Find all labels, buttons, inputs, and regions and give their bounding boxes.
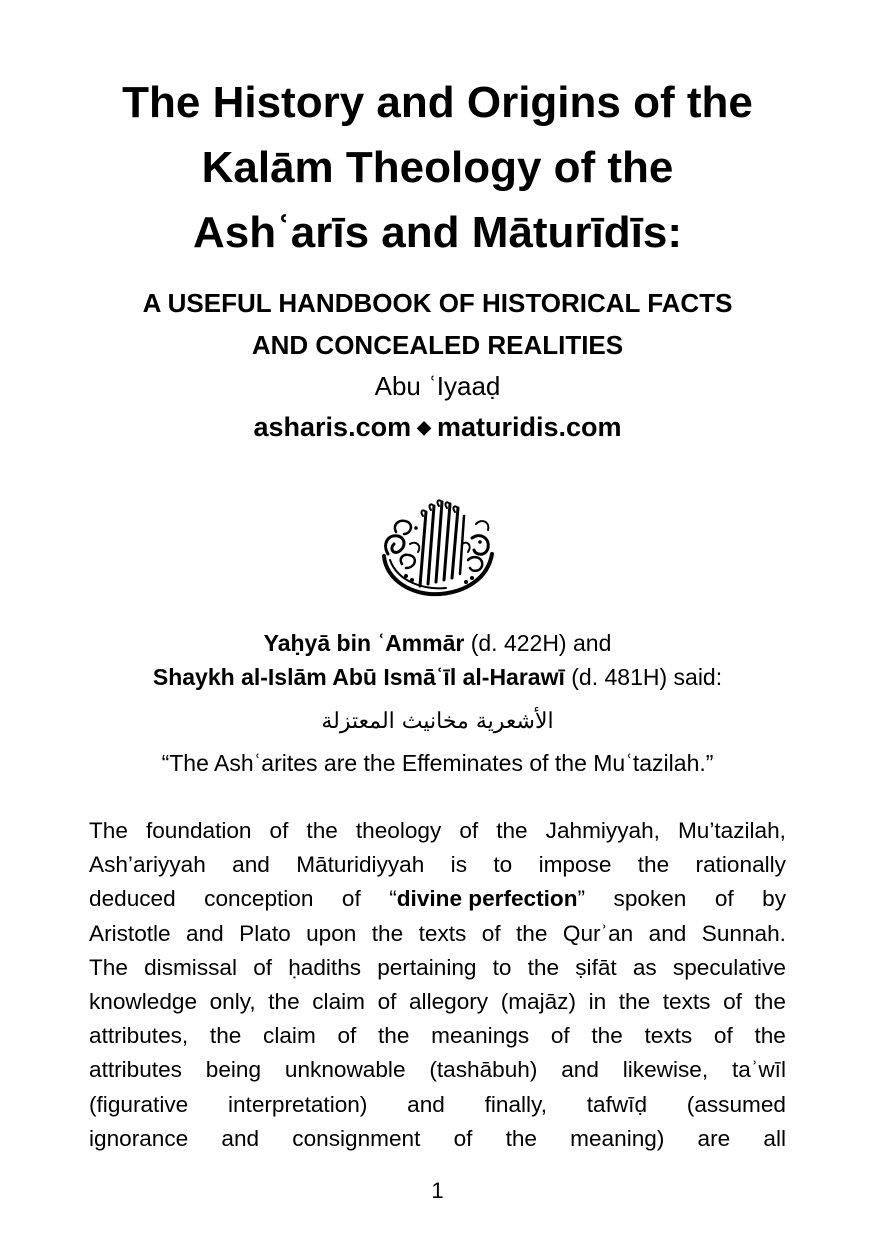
body-word: meanings [431,1023,530,1049]
body-word: and [407,1091,445,1117]
body-line [89,1122,786,1156]
body-line [89,951,786,985]
body-line [89,1053,786,1087]
body-word: attributes [89,1057,182,1083]
body-word: to [492,954,512,980]
body-word: the [209,1023,242,1049]
body-word: conception [204,886,314,912]
body-word: the [378,1023,410,1049]
body-word: the [496,818,528,843]
body-word: (assumed [686,1091,786,1117]
attribution [40,626,835,694]
body-word: ignorance [89,1125,189,1151]
body-word: upon [306,920,357,946]
body-word: tafwīḍ [586,1091,648,1117]
body-line [89,882,786,916]
body-word: and [648,920,687,946]
book-title-line-2: Kalām Theology of the [201,143,674,192]
author-name: Abu ʿIyaaḍ [374,371,501,401]
quote-translation: “The Ashʿarites are the Effeminates of the Muʿtazilah.” [161,750,714,776]
attribution-line-2 [40,660,835,694]
body-word: The [89,818,128,843]
body-word: dismissal [144,954,238,980]
body-word: texts [644,1023,693,1049]
body-word: the [591,1023,623,1049]
body-word: the [505,1125,537,1151]
body-word: of [723,988,742,1014]
body-word: interpretation) [227,1091,368,1117]
body-word: the [618,988,651,1014]
body-word: (majāz) [500,988,577,1014]
body-word: and [186,920,224,946]
body-word: to [493,852,513,878]
body-word: consignment [292,1125,421,1151]
body-line [89,814,786,848]
website-link-asharis[interactable]: asharis.com [253,412,412,442]
body-line [89,848,786,882]
body-word: The [89,954,128,980]
body-line [89,985,786,1019]
scholar-death-date-2: (d. 481H) said: [564,664,723,690]
body-word: knowledge [89,988,198,1014]
body-word: taʾwīl [732,1057,786,1083]
book-title-line-1: The History and Origins of the [122,78,753,127]
body-line [89,1088,786,1122]
body-word: (tashābuh) [429,1057,538,1083]
body-word: the [637,852,670,878]
body-word: all [763,1125,786,1151]
scholar-name-harawi: Shaykh al-Islām Abū Ismāʿīl al-Harawī [152,664,565,690]
body-word: speculative [672,954,786,980]
body-word: (figurative [89,1091,189,1117]
body-word: of [377,988,397,1014]
body-word: Aristotle [89,920,171,946]
body-word: of [253,954,273,980]
body-word: is [450,852,467,878]
body-word: the [527,954,560,980]
body-word: as [632,954,657,980]
body-word: and [232,852,270,878]
body-word: of [714,886,734,912]
body-word: rationally [695,852,786,878]
diamond-separator-icon: ◆ [417,417,431,437]
websites-line [60,408,815,446]
body-word: finally, [484,1091,547,1117]
body-word: of [550,1023,570,1049]
body-word: the [306,818,338,843]
body-word: meaning) [570,1125,665,1151]
book-subtitle [60,282,815,366]
body-word: of [269,818,289,843]
body-paragraph [89,814,786,1156]
body-word: spoken [613,886,687,912]
body-word: of [337,1023,357,1049]
body-word: claim [263,1023,316,1049]
book-subtitle-line-2: AND CONCEALED REALITIES [251,330,624,360]
body-word: of [453,1125,473,1151]
body-word: theology [355,818,442,843]
body-word: attributes, [89,1023,189,1049]
body-word: of [713,1023,733,1049]
body-word: only, [209,988,256,1014]
body-word: impose [538,852,612,878]
website-link-maturidis[interactable]: maturidis.com [436,412,622,442]
body-word: deduced [89,886,176,912]
body-word: the [754,1023,786,1049]
body-word: Jahmiyyah, [545,818,660,843]
body-word: texts [662,988,711,1014]
body-word: are [697,1125,731,1151]
body-word: of [459,818,479,843]
body-word: of [341,886,361,912]
body-word: ṣifāt [575,954,617,980]
body-word: the [754,988,786,1014]
body-word: by [762,886,786,912]
book-subtitle-line-1: A USEFUL HANDBOOK OF HISTORICAL FACTS [142,288,733,318]
body-word: unknowable [284,1057,406,1083]
body-word: being [205,1057,262,1083]
body-word: Qurʾan [562,920,634,946]
scholar-name-yahya: Yaḥyā bin ʿAmmār [263,630,465,656]
body-word: claim [312,988,365,1014]
body-word: allegory [408,988,489,1014]
body-word: Mu’tazilah, [677,818,786,843]
book-title-line-3: Ashʿarīs and Māturīdīs: [193,208,682,257]
body-word: foundation [145,818,252,843]
body-word: the [516,920,548,946]
page-number: 1 [431,1178,444,1203]
body-word: Plato [239,920,291,946]
attribution-line-1 [40,626,835,660]
body-word: the [371,920,404,946]
close-quote: ” [577,886,586,912]
body-word: pertaining [377,954,477,980]
divine-perfection-term: divine perfection [396,886,578,912]
body-word: Sunnah. [701,920,786,946]
arabic-quote: الأشعرية مخانيث المعتزلة [321,709,554,734]
scholar-death-date-1: (d. 422H) and [464,630,612,656]
body-word: texts [418,920,467,946]
basmala-calligraphy-drawing [376,494,498,600]
basmala-calligraphy-icon [376,494,498,600]
body-word: the [268,988,300,1014]
emphasized-term [389,882,585,916]
book-title [60,70,815,265]
body-line [89,917,786,951]
body-word: in [588,988,607,1014]
body-word: of [481,920,501,946]
open-quote: “ [389,886,397,912]
body-word: likewise, [622,1057,709,1083]
body-word: Māturidiyyah [296,852,425,878]
body-word: Ash’ariyyah [89,852,206,878]
body-word: and [221,1125,260,1151]
body-line [89,1019,786,1053]
body-word: and [561,1057,599,1083]
body-word: ḥadiths [288,954,362,980]
